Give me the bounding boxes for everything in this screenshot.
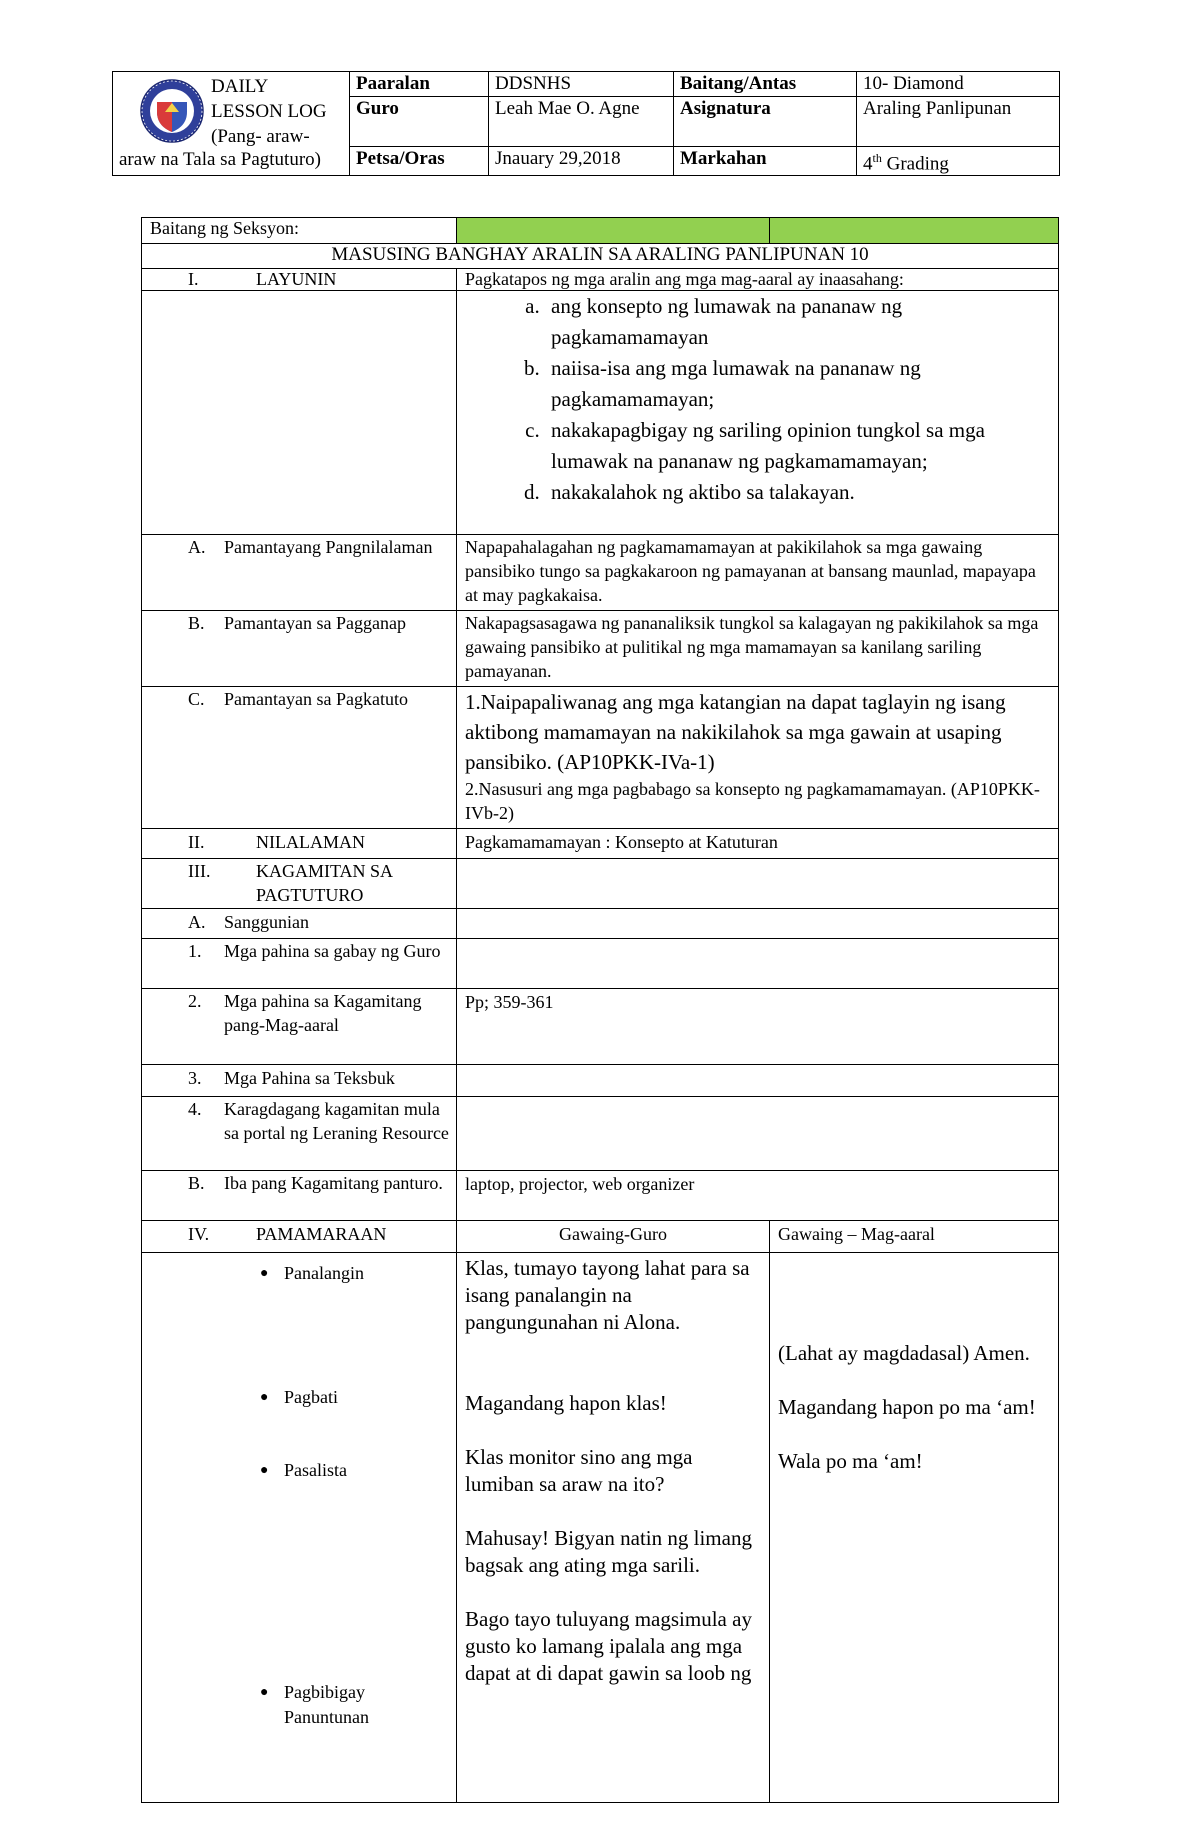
mag-aaral-text: Wala po ma ‘am! [778, 1449, 923, 1473]
pamantayan-row-label [142, 611, 457, 687]
header-label: Petsa/Oras [350, 147, 489, 176]
ref-row-label [142, 939, 457, 989]
row-number: III. [188, 861, 211, 881]
bullet-icon: ● [260, 1390, 269, 1405]
ref-row-label [142, 1065, 457, 1097]
row-number: A. [188, 912, 206, 932]
bullet-icon: ● [260, 1685, 269, 1700]
section-value-cell [457, 218, 770, 244]
logo-title-line: araw na Tala sa Pagtuturo) [119, 149, 321, 170]
nilalaman-row-label [142, 829, 457, 859]
row-number: 1. [188, 941, 202, 961]
column-header-guro: Gawaing-Guro [457, 1221, 770, 1253]
guro-cell [457, 1253, 770, 1803]
column-header-mag-aaral: Gawaing – Mag-aaral [770, 1221, 1059, 1253]
empty-cell [142, 291, 457, 535]
pagkatuto-row-label [142, 687, 457, 829]
objectives-cell [457, 291, 1059, 535]
objective-item: d. nakakalahok ng aktibo sa talakayan. [545, 477, 1058, 508]
logo-title-line: DAILY [211, 76, 269, 97]
objectives-list [465, 291, 1058, 508]
empty-cell [457, 859, 1059, 909]
row-label: Pamantayan sa Pagganap [224, 613, 406, 633]
layunin-intro: Pagkatapos ng mga aralin ang mga mag-aaral ay inaasahang: [457, 269, 1059, 291]
step-item [142, 1680, 456, 1730]
row-label: Mga Pahina sa Teksbuk [224, 1068, 395, 1088]
header-label: Paaralan [350, 72, 489, 97]
header-value: 10- Diamond [857, 72, 1060, 97]
bullet-icon: ● [260, 1463, 269, 1478]
layunin-label [142, 269, 457, 291]
ref-row-label [142, 989, 457, 1065]
logo-title [211, 74, 327, 149]
row-label: Karagdagang kagamitan mula sa portal ng Leraning Resource [224, 1099, 449, 1143]
section-label: Baitang ng Seksyon: [142, 218, 457, 244]
objective-item: c. nakakapagbigay ng sariling opinion tungkol sa mga lumawak na pananaw ng pagkamamamayan; [545, 415, 1058, 477]
mag-aaral-text: Magandang hapon po ma ‘am! [778, 1395, 1036, 1419]
ref-text [457, 1097, 1059, 1171]
row-number: 3. [188, 1068, 202, 1088]
mag-aaral-cell [770, 1253, 1059, 1803]
grading-text: Grading [881, 153, 949, 175]
section-value-cell [770, 218, 1059, 244]
objective-item: b. naiisa-isa ang mga lumawak na pananaw ng pagkamamamayan; [545, 353, 1058, 415]
row-label: Iba pang Kagamitang panturo. [224, 1173, 443, 1193]
row-label: LAYUNIN [256, 269, 337, 289]
grading-number: 4 [863, 153, 873, 175]
header-value: DDSNHS [489, 72, 674, 97]
step-label: Pagbibigay Panuntunan [284, 1682, 369, 1727]
row-number: B. [188, 1173, 205, 1193]
iba-text: laptop, projector, web organizer [457, 1171, 1059, 1221]
step-item [142, 1261, 456, 1286]
row-label: PAMAMARAAN [256, 1224, 387, 1244]
bullet-icon: ● [260, 1266, 269, 1281]
guro-text: Magandang hapon klas! [465, 1391, 667, 1415]
iba-row-label [142, 1171, 457, 1221]
row-number: IV. [188, 1224, 210, 1244]
mag-aaral-text: (Lahat ay magdadasal) Amen. [778, 1341, 1030, 1365]
empty-cell [457, 909, 1059, 939]
steps-cell [142, 1253, 457, 1803]
row-number: II. [188, 832, 205, 852]
pamamaraan-row-label [142, 1221, 457, 1253]
header-label: Markahan [674, 147, 857, 176]
row-label: Pamantayan sa Pagkatuto [224, 689, 408, 709]
header-label: Guro [350, 97, 489, 147]
step-label: Panalangin [284, 1263, 364, 1283]
pamantayan-row-label [142, 535, 457, 611]
row-number: C. [188, 689, 205, 709]
grading-suffix: th [872, 151, 882, 165]
step-item [142, 1385, 456, 1410]
guro-text: Bago tayo tuluyang magsimula ay gusto ko lamang ipalala ang mga dapat at di dapat gawin sa loob ng [465, 1607, 752, 1685]
row-label: Sanggunian [224, 912, 309, 932]
step-item [142, 1458, 456, 1483]
ref-text [457, 939, 1059, 989]
page-title: MASUSING BANGHAY ARALIN SA ARALING PANLIPUNAN 10 [142, 244, 1059, 269]
step-label: Pasalista [284, 1460, 347, 1480]
header-value-grading [857, 147, 1060, 176]
row-number: 2. [188, 991, 202, 1011]
step-label: Pagbati [284, 1387, 338, 1407]
pagkatuto-cell [457, 687, 1059, 829]
row-label: Pamantayang Pangnilalaman [224, 537, 433, 557]
logo-title-line: (Pang- araw- [211, 126, 310, 147]
guro-text: Klas monitor sino ang mga lumiban sa araw na ito? [465, 1445, 693, 1496]
pagkatuto-text: 1.Naipapaliwanag ang mga katangian na dapat taglayin ng isang aktibong mamamayan na nakikilahok sa mga gawain at usaping pansibiko. (AP10PKK-IVa-1) [465, 690, 1006, 774]
row-label: KAGAMITAN SA PAGTUTURO [256, 861, 393, 905]
header-label: Baitang/Antas [674, 72, 857, 97]
ref-row-label [142, 1097, 457, 1171]
row-label: Mga pahina sa Kagamitang pang-Mag-aaral [224, 991, 422, 1035]
ref-text: Pp; 359-361 [457, 989, 1059, 1065]
ref-text [457, 1065, 1059, 1097]
pamantayan-text: Napapahalagahan ng pagkamamamayan at pakikilahok sa mga gawaing pansibiko tungo sa pagkakaroon ng pamayanan at bansang maunlad, mapayapa at may pagkakaisa. [457, 535, 1059, 611]
header-label: Asignatura [674, 97, 857, 147]
row-number: I. [188, 269, 199, 289]
row-number: A. [188, 537, 206, 557]
objective-item: a. ang konsepto ng lumawak na pananaw ng pagkamamamayan [545, 291, 1058, 353]
sanggunian-row-label [142, 909, 457, 939]
pamantayan-text: Nakapagsasagawa ng pananaliksik tungkol sa kalagayan ng pakikilahok sa mga gawaing pansibiko at pulitikal ng mga mamamayan sa kanilang sariling pamayanan. [457, 611, 1059, 687]
row-number: 4. [188, 1099, 202, 1119]
lesson-plan-table [141, 217, 1059, 1803]
header-table [112, 71, 1060, 176]
header-value: Leah Mae O. Agne [489, 97, 674, 147]
logo-title-line: LESSON LOG [211, 101, 327, 122]
header-value: Araling Panlipunan [857, 97, 1060, 147]
guro-text: Mahusay! Bigyan natin ng limang bagsak ang ating mga sarili. [465, 1526, 752, 1577]
logo-cell [113, 72, 350, 176]
kagamitan-row-label [142, 859, 457, 909]
pagkatuto-text: 2.Nasusuri ang mga pagbabago sa konsepto ng pagkamamamayan. (AP10PKK-IVb-2) [465, 779, 1040, 823]
row-label: Mga pahina sa gabay ng Guro [224, 941, 441, 961]
row-label: NILALAMAN [256, 832, 365, 852]
header-value: Jnauary 29,2018 [489, 147, 674, 176]
nilalaman-text: Pagkamamamayan : Konsepto at Katuturan [457, 829, 1059, 859]
deped-seal-icon [139, 78, 205, 144]
row-number: B. [188, 613, 205, 633]
guro-text: Klas, tumayo tayong lahat para sa isang panalangin na pangungunahan ni Alona. [465, 1256, 750, 1334]
